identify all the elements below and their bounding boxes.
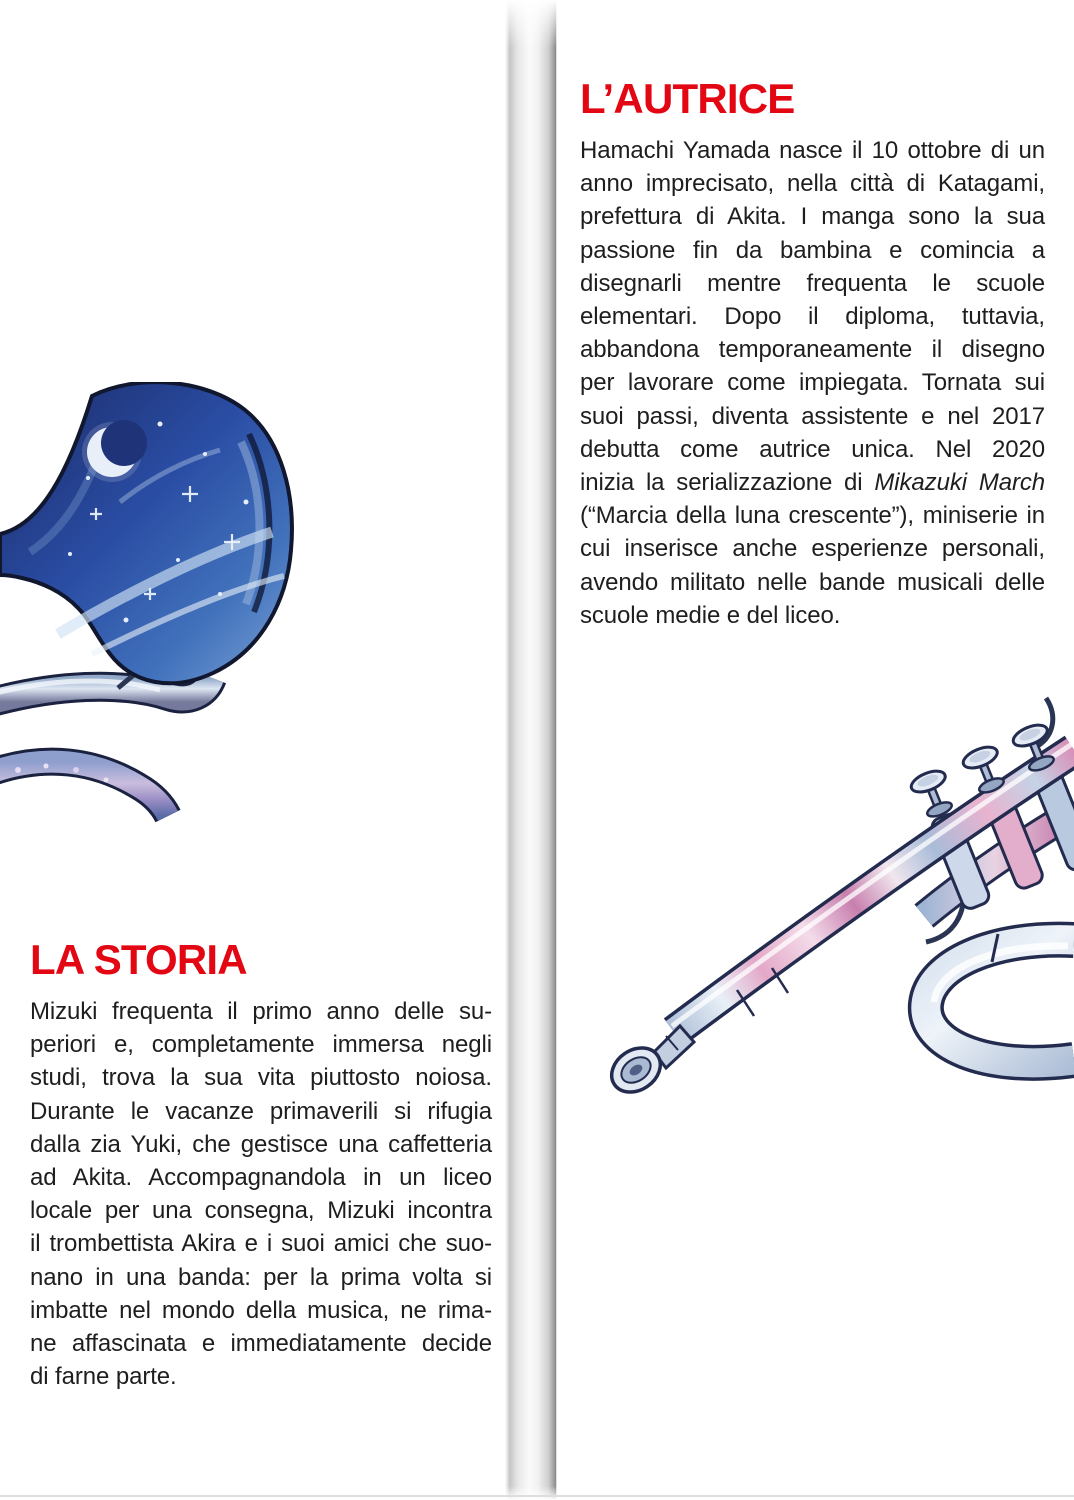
la-storia-section bbox=[30, 936, 492, 1393]
trumpet-bell bbox=[0, 382, 292, 683]
la-storia-body: Mizuki frequenta il primo anno delle su- periori e, completamente immersa negli studi, trova la sua vita piuttosto noiosa. Durante le vacanze primaverili si rifugia dalla zia Yuki, che gestisce una caffetteria ad Akita. Accompagnandola in un liceo locale per una consegna, Mizuki incontra il trombettista Akira e i suoi amici che suo- nano in una banda: per la prima volta si imbatte nel mondo della musica, ne rima- ne affascinata e immediatamente decide di farne parte. bbox=[30, 998, 492, 1391]
mouthpiece bbox=[603, 1026, 694, 1101]
autrice-heading: L’AUTRICE bbox=[580, 75, 795, 122]
pink-trumpet-illustration bbox=[594, 688, 1074, 1103]
page-gutter-shadow bbox=[505, 0, 558, 1500]
autrice-body: Hamachi Yamada nasce il 10 ottobre di un anno imprecisato, nella città di Katagami, prefettura di Akita. I manga sono la sua passione fin da bambina e comincia a disegnarli mentre frequenta le scuole elementari. Dopo il diploma, tuttavia, abbandona temporaneamente il disegno per lavorare come impiegata. Tornata sui suoi passi, diventa assistente e nel 2017 debutta come autrice unica. Nel 2020 inizia la serializzazione di Mikazuki March (“Marcia della luna crescente”), miniserie in cui inserisce anche esperienze personali, avendo militato nelle bande musicali delle scuole medie e del liceo. bbox=[580, 137, 1045, 629]
blue-night-trumpet-illustration bbox=[0, 382, 296, 837]
autrice-section bbox=[580, 75, 1045, 632]
page-bottom-edge bbox=[0, 1495, 1074, 1497]
tuning-slide-loop bbox=[926, 934, 1074, 1063]
lead-pipe bbox=[672, 744, 1074, 1032]
la-storia-heading: LA STORIA bbox=[30, 936, 247, 983]
